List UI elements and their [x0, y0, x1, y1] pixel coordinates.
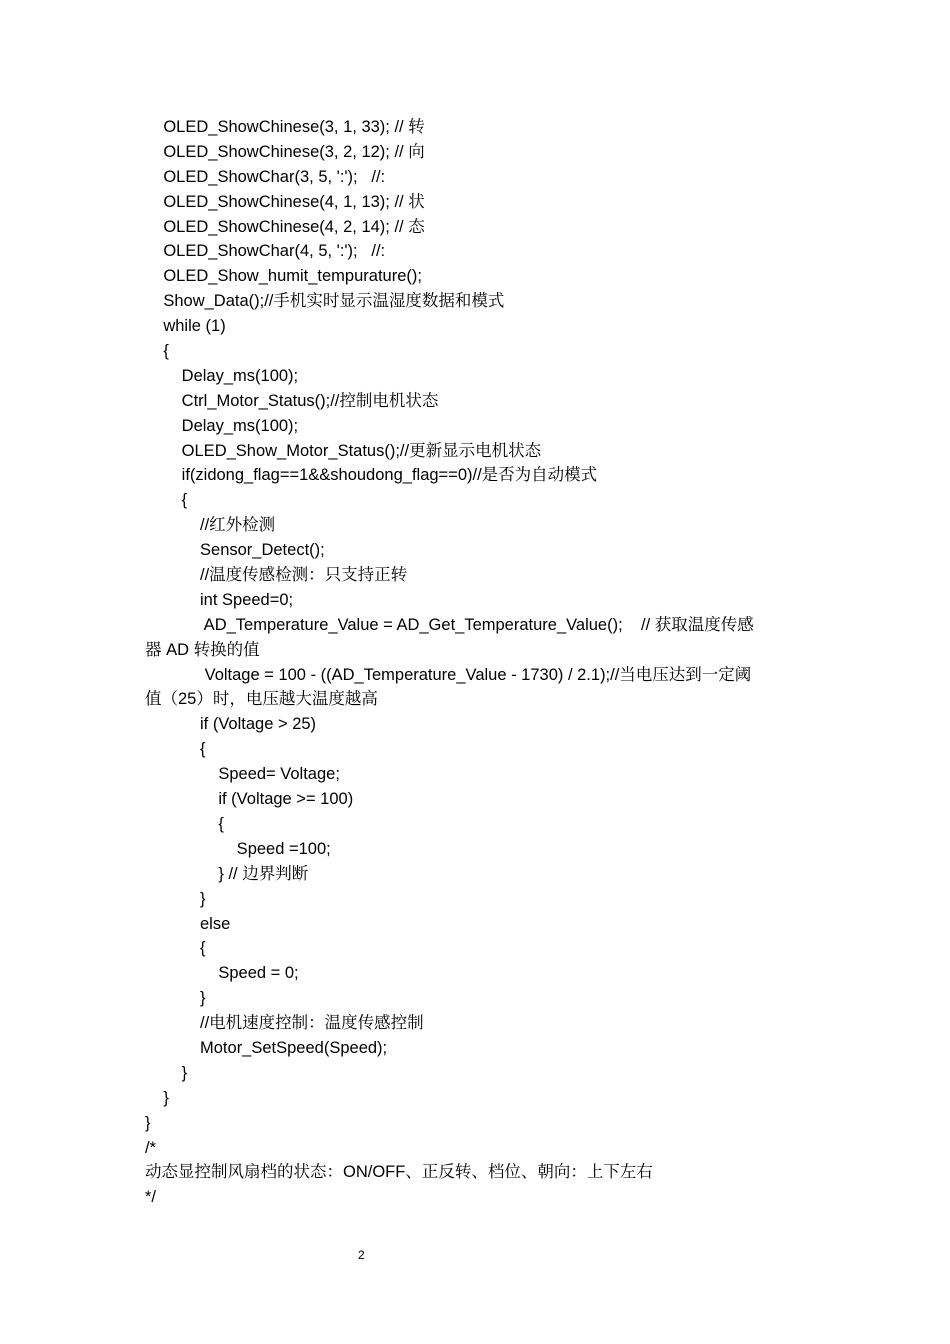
- code-line: {: [145, 814, 224, 833]
- code-line: if(zidong_flag==1&&shoudong_flag==0)//是否为自动模式: [145, 466, 598, 485]
- code-line: }: [145, 989, 206, 1008]
- code-line: }: [145, 889, 206, 908]
- code-line: Ctrl_Motor_Status();//控制电机状态: [145, 391, 439, 410]
- code-line: }: [145, 1088, 169, 1107]
- code-line: Speed =100;: [145, 839, 331, 858]
- code-line: /*: [145, 1138, 157, 1157]
- code-line: Voltage = 100 - ((AD_Temperature_Value - 1730) / 2.1);//当电压达到一定阈: [145, 665, 752, 684]
- code-line: if (Voltage > 25): [145, 715, 317, 734]
- code-line: int Speed=0;: [145, 590, 294, 609]
- code-line: {: [145, 740, 206, 759]
- code-line: Speed= Voltage;: [145, 765, 340, 784]
- code-line: OLED_ShowChinese(4, 2, 14); // 态: [145, 217, 425, 236]
- code-line: Motor_SetSpeed(Speed);: [145, 1038, 388, 1057]
- code-line: } // 边界判断: [145, 864, 309, 883]
- code-line: {: [145, 939, 206, 958]
- code-line: {: [145, 342, 169, 361]
- code-block: [145, 115, 810, 1210]
- code-line: 值（25）时，电压越大温度越高: [145, 690, 378, 709]
- code-line: OLED_ShowChinese(3, 1, 33); // 转: [145, 118, 425, 136]
- code-line: OLED_Show_Motor_Status();//更新显示电机状态: [145, 441, 542, 460]
- code-line: //电机速度控制：温度传感控制: [145, 1014, 424, 1033]
- code-line: else: [145, 914, 231, 933]
- code-line: Speed = 0;: [145, 964, 299, 983]
- code-line: OLED_ShowChinese(4, 1, 13); // 状: [145, 192, 425, 211]
- code-line: OLED_ShowChinese(3, 2, 12); // 向: [145, 142, 425, 161]
- code-line: 动态显控制风扇档的状态：ON/OFF、正反转、档位、朝向：上下左右: [145, 1163, 653, 1182]
- code-line: Delay_ms(100);: [145, 416, 299, 435]
- code-line: while (1): [145, 317, 226, 336]
- code-line: */: [145, 1188, 157, 1207]
- code-line: }: [145, 1113, 151, 1132]
- code-line: OLED_ShowChar(4, 5, ':'); //:: [145, 242, 386, 261]
- code-line: OLED_ShowChar(3, 5, ':'); //:: [145, 167, 386, 186]
- code-line: {: [145, 491, 188, 510]
- code-line: }: [145, 1063, 188, 1082]
- code-line: Show_Data();//手机实时显示温湿度数据和模式: [145, 292, 505, 311]
- code-line: //温度传感检测：只支持正转: [145, 566, 408, 585]
- code-line: OLED_Show_humit_tempurature();: [145, 267, 422, 286]
- code-line: 器 AD 转换的值: [145, 640, 260, 659]
- code-line: AD_Temperature_Value = AD_Get_Temperature_Value(); // 获取温度传感: [145, 615, 754, 634]
- page-number: 2: [358, 1248, 365, 1262]
- code-line: if (Voltage >= 100): [145, 790, 354, 809]
- code-line: //红外检测: [145, 516, 276, 535]
- code-line: Delay_ms(100);: [145, 366, 299, 385]
- code-line: Sensor_Detect();: [145, 541, 325, 560]
